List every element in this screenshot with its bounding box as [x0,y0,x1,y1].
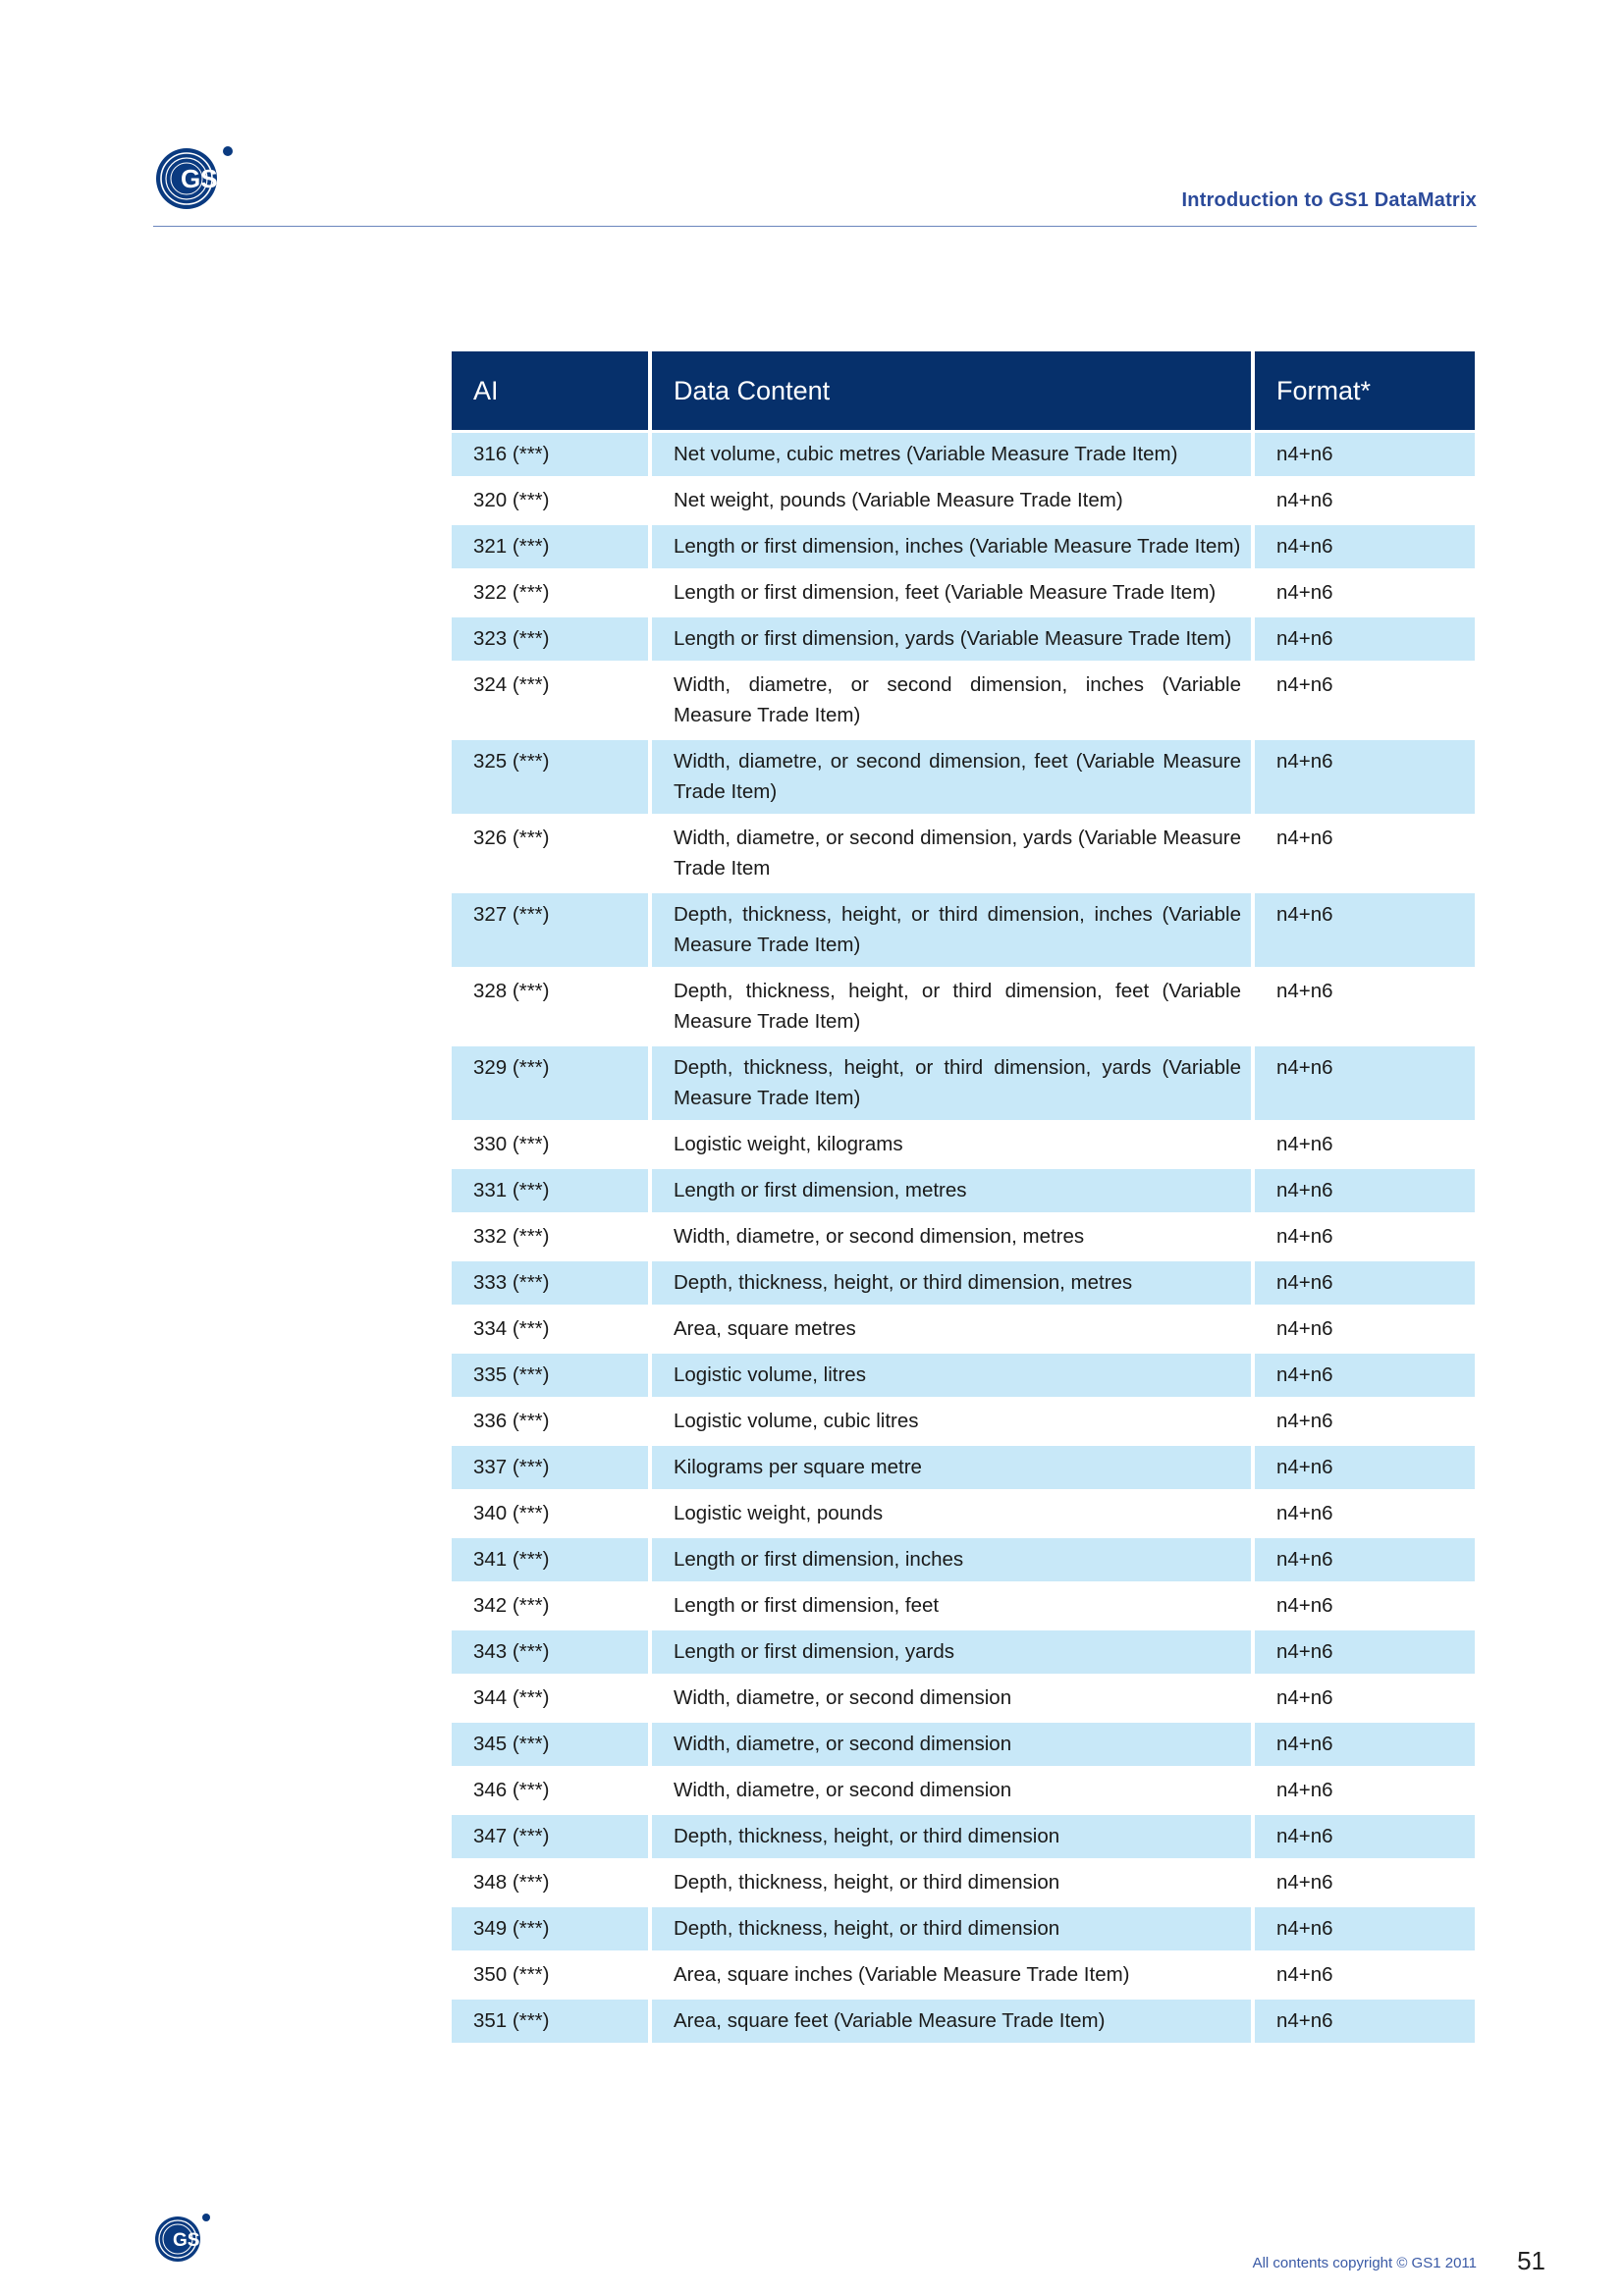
ai-cell: 350 (***) [452,1953,648,1997]
table-row [452,664,1475,737]
ai-cell: 316 (***) [452,433,648,476]
data-content-cell: Width, diametre, or second dimension [652,1677,1251,1720]
table-row [452,1169,1475,1212]
table-row [452,1308,1475,1351]
data-content-cell: Length or first dimension, feet [652,1584,1251,1628]
format-cell: n4+n6 [1255,1677,1475,1720]
ai-cell: 349 (***) [452,1907,648,1950]
table-row [452,1907,1475,1950]
ai-cell: 329 (***) [452,1046,648,1120]
table-row [452,817,1475,890]
format-cell: n4+n6 [1255,1400,1475,1443]
format-cell: n4+n6 [1255,571,1475,614]
data-content-cell: Depth, thickness, height, or third dimension, yards (Variable Measure Trade Item) [652,1046,1251,1120]
data-content-cell: Logistic volume, litres [652,1354,1251,1397]
format-cell: n4+n6 [1255,1261,1475,1305]
data-content-cell: Length or first dimension, inches [652,1538,1251,1581]
format-cell: n4+n6 [1255,1354,1475,1397]
table-row [452,1492,1475,1535]
table-row [452,1723,1475,1766]
format-cell: n4+n6 [1255,1492,1475,1535]
table-row [452,740,1475,814]
data-content-cell: Depth, thickness, height, or third dimension [652,1815,1251,1858]
data-content-cell: Depth, thickness, height, or third dimension, inches (Variable Measure Trade Item) [652,893,1251,967]
table-header-row [452,351,1475,430]
copyright-notice: All contents copyright © GS1 2011 [1252,2255,1477,2271]
ai-cell: 330 (***) [452,1123,648,1166]
data-content-cell: Logistic volume, cubic litres [652,1400,1251,1443]
ai-cell: 324 (***) [452,664,648,737]
footer-logo-text: GS1 [173,2230,211,2251]
ai-cell: 346 (***) [452,1769,648,1812]
table-row [452,1123,1475,1166]
ai-cell: 351 (***) [452,2000,648,2043]
format-cell: n4+n6 [1255,1584,1475,1628]
format-cell: n4+n6 [1255,1308,1475,1351]
ai-cell: 333 (***) [452,1261,648,1305]
data-content-cell: Length or first dimension, metres [652,1169,1251,1212]
ai-cell: 325 (***) [452,740,648,814]
ai-cell: 336 (***) [452,1400,648,1443]
format-cell: n4+n6 [1255,1861,1475,1904]
data-content-cell: Net weight, pounds (Variable Measure Trade Item) [652,479,1251,522]
data-content-cell: Length or first dimension, feet (Variable Measure Trade Item) [652,571,1251,614]
ai-cell: 345 (***) [452,1723,648,1766]
table-row [452,1769,1475,1812]
format-cell: n4+n6 [1255,1907,1475,1950]
data-content-cell: Width, diametre, or second dimension, metres [652,1215,1251,1258]
table-row [452,479,1475,522]
page-number: 51 [1517,2246,1545,2275]
format-cell: n4+n6 [1255,1215,1475,1258]
format-cell: n4+n6 [1255,1723,1475,1766]
format-cell: n4+n6 [1255,1169,1475,1212]
table-row [452,1861,1475,1904]
data-content-cell: Kilograms per square metre [652,1446,1251,1489]
data-content-cell: Length or first dimension, inches (Variable Measure Trade Item) [652,525,1251,568]
column-header-data-content: Data Content [652,351,1251,430]
table-row [452,617,1475,661]
table-row [452,893,1475,967]
table-row [452,1815,1475,1858]
table-row [452,433,1475,476]
header-divider [153,226,1477,227]
table-row [452,1630,1475,1674]
data-content-cell: Depth, thickness, height, or third dimension [652,1907,1251,1950]
ai-cell: 347 (***) [452,1815,648,1858]
table-row [452,1046,1475,1120]
ai-cell: 323 (***) [452,617,648,661]
data-content-cell: Depth, thickness, height, or third dimension, metres [652,1261,1251,1305]
format-cell: n4+n6 [1255,1815,1475,1858]
ai-cell: 328 (***) [452,970,648,1043]
format-cell: n4+n6 [1255,1123,1475,1166]
format-cell: n4+n6 [1255,1538,1475,1581]
data-content-cell: Area, square feet (Variable Measure Trade Item) [652,2000,1251,2043]
format-cell: n4+n6 [1255,970,1475,1043]
table-row [452,1446,1475,1489]
data-content-cell: Width, diametre, or second dimension, feet (Variable Measure Trade Item) [652,740,1251,814]
table-row [452,1584,1475,1628]
data-content-cell: Length or first dimension, yards (Variable Measure Trade Item) [652,617,1251,661]
table-row [452,1215,1475,1258]
document-title: Introduction to GS1 DataMatrix [1181,189,1477,211]
data-content-cell: Logistic weight, pounds [652,1492,1251,1535]
data-content-cell: Width, diametre, or second dimension, inches (Variable Measure Trade Item) [652,664,1251,737]
ai-cell: 342 (***) [452,1584,648,1628]
ai-table [448,348,1479,2046]
table-row [452,2000,1475,2043]
ai-cell: 332 (***) [452,1215,648,1258]
ai-cell: 348 (***) [452,1861,648,1904]
format-cell: n4+n6 [1255,1769,1475,1812]
ai-cell: 334 (***) [452,1308,648,1351]
table-row [452,1538,1475,1581]
gs1-footer-logo [153,2211,212,2264]
ai-cell: 326 (***) [452,817,648,890]
data-content-cell: Depth, thickness, height, or third dimension [652,1861,1251,1904]
column-header-format: Format* [1255,351,1475,430]
data-content-cell: Logistic weight, kilograms [652,1123,1251,1166]
data-content-cell: Area, square inches (Variable Measure Trade Item) [652,1953,1251,1997]
table-row [452,525,1475,568]
ai-cell: 335 (***) [452,1354,648,1397]
format-cell: n4+n6 [1255,740,1475,814]
format-cell: n4+n6 [1255,817,1475,890]
ai-cell: 322 (***) [452,571,648,614]
table-row [452,1354,1475,1397]
logo-text: GS1 [181,164,233,193]
format-cell: n4+n6 [1255,664,1475,737]
data-content-cell: Area, square metres [652,1308,1251,1351]
data-content-cell: Width, diametre, or second dimension, yards (Variable Measure Trade Item [652,817,1251,890]
format-cell: n4+n6 [1255,617,1475,661]
format-cell: n4+n6 [1255,893,1475,967]
format-cell: n4+n6 [1255,1446,1475,1489]
format-cell: n4+n6 [1255,1953,1475,1997]
data-content-cell: Depth, thickness, height, or third dimension, feet (Variable Measure Trade Item) [652,970,1251,1043]
format-cell: n4+n6 [1255,479,1475,522]
data-content-cell: Net volume, cubic metres (Variable Measure Trade Item) [652,433,1251,476]
ai-cell: 341 (***) [452,1538,648,1581]
data-content-cell: Width, diametre, or second dimension [652,1769,1251,1812]
ai-cell: 320 (***) [452,479,648,522]
format-cell: n4+n6 [1255,525,1475,568]
column-header-ai: AI [452,351,648,430]
table-row [452,571,1475,614]
table-row [452,1400,1475,1443]
gs1-logo [153,143,236,212]
ai-cell: 340 (***) [452,1492,648,1535]
ai-cell: 344 (***) [452,1677,648,1720]
ai-cell: 331 (***) [452,1169,648,1212]
ai-cell: 337 (***) [452,1446,648,1489]
ai-cell: 343 (***) [452,1630,648,1674]
format-cell: n4+n6 [1255,1630,1475,1674]
format-cell: n4+n6 [1255,2000,1475,2043]
table-row [452,970,1475,1043]
ai-cell: 327 (***) [452,893,648,967]
ai-cell: 321 (***) [452,525,648,568]
format-cell: n4+n6 [1255,1046,1475,1120]
data-content-cell: Width, diametre, or second dimension [652,1723,1251,1766]
data-content-cell: Length or first dimension, yards [652,1630,1251,1674]
format-cell: n4+n6 [1255,433,1475,476]
table-row [452,1261,1475,1305]
table-row [452,1677,1475,1720]
table-row [452,1953,1475,1997]
